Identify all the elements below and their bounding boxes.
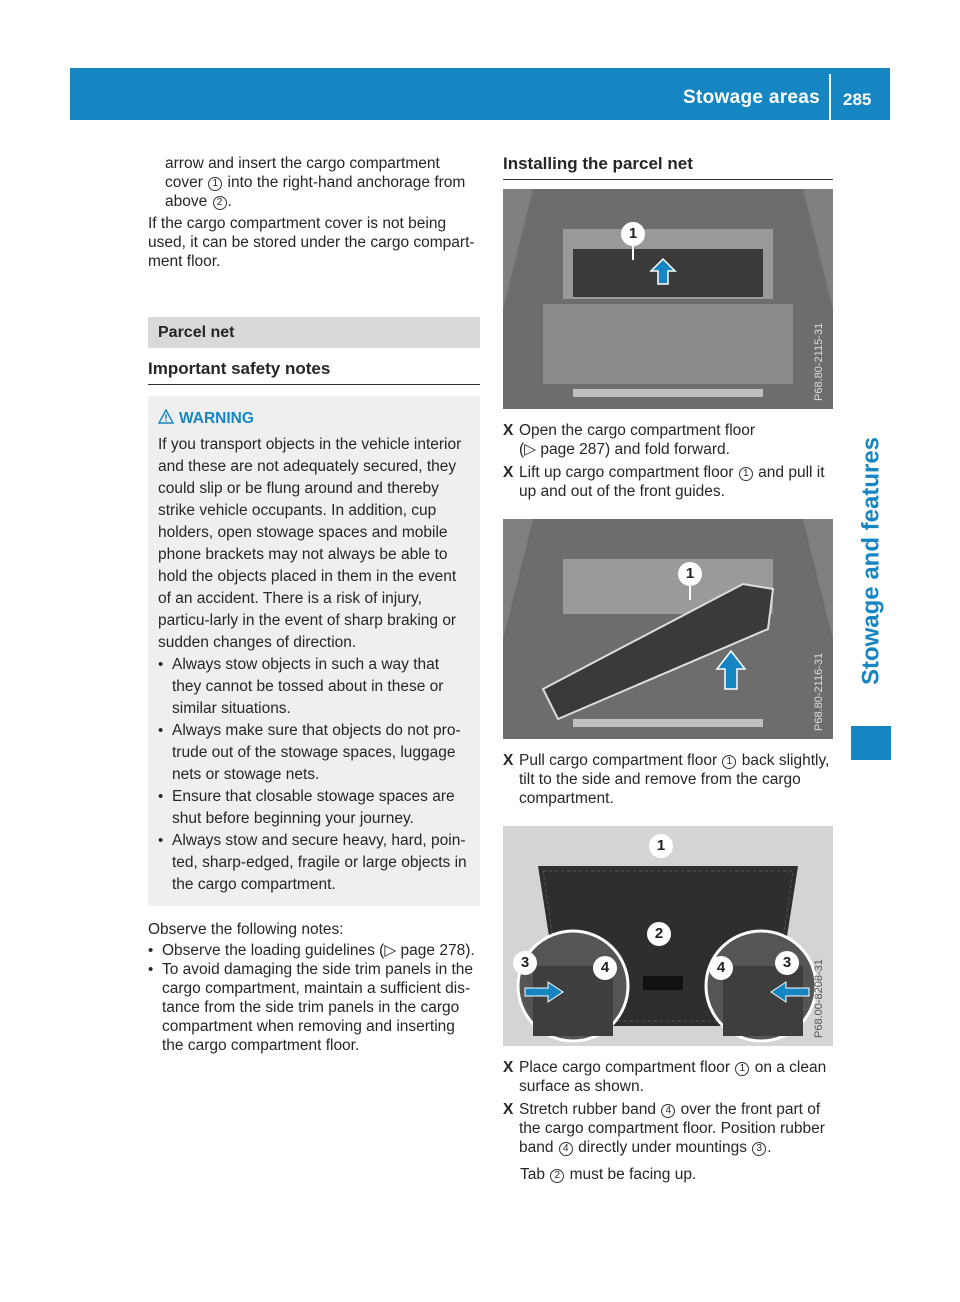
callout-ref: 1 (208, 177, 222, 191)
callout-ref: 4 (559, 1142, 573, 1156)
step-stretch-band (503, 1100, 833, 1157)
chapter-tab-label: Stowage and features (857, 436, 885, 686)
callout-3: 3 (513, 951, 537, 975)
warning-bullet: • Always stow objects in such a way that they cannot be tossed about in these or similar situations. (158, 654, 472, 720)
callout-1: 1 (678, 562, 702, 586)
step-marker-icon: X (503, 1101, 514, 1118)
right-column (503, 154, 833, 1184)
step-remove-floor (503, 751, 833, 808)
section-heading-parcel-net: Parcel net (148, 317, 480, 348)
callout-4: 4 (593, 956, 617, 980)
step-text: back slightly, tilt to the side and remove from the cargo compartment. (519, 752, 830, 807)
step-text: Place cargo compartment floor (519, 1059, 731, 1076)
warning-title (158, 408, 472, 430)
step-open-floor (503, 421, 833, 459)
callout-1: 1 (621, 222, 645, 246)
page-ref-icon: ▷ (384, 942, 397, 959)
figure-cargo-floor-lifted (503, 519, 833, 739)
warning-label: WARNING (179, 410, 254, 427)
installing-heading: Installing the parcel net (503, 154, 833, 180)
page-number: 285 (843, 90, 872, 109)
step-text: Stretch rubber band (519, 1101, 657, 1118)
note-item: • To avoid damaging the side trim panels in the cargo compartment, maintain a sufficient dis-tance from the side trim panels in the cargo compartment when removing and inserting the cargo compartment floor. (148, 960, 480, 1055)
step-text: over the front part of the cargo compartment floor. Position rubber band (519, 1101, 825, 1156)
note-text: Observe the loading guidelines ( (162, 942, 385, 959)
header-separator (829, 74, 831, 120)
figure-code: P68.00-8208-31 (813, 959, 825, 1038)
step-text: on a clean surface as shown. (519, 1059, 827, 1095)
cargo-illustration (503, 519, 833, 739)
warning-bullet: • Always make sure that objects do not pro-trude out of the stowage spaces, luggage nets or stowage nets. (158, 720, 472, 786)
note-item (148, 941, 480, 960)
step-place-floor (503, 1058, 833, 1096)
callout-1: 1 (649, 834, 673, 858)
step-text: Lift up cargo compartment floor (519, 464, 734, 481)
left-column (148, 154, 480, 1055)
intro-line: . (227, 193, 232, 210)
note-text: page 278). (396, 942, 475, 959)
step-marker-icon: X (503, 464, 514, 481)
intro-line: arrow and insert the cargo compartment (165, 155, 440, 172)
intro-line: into the right-hand anchorage from (227, 174, 466, 191)
step-text: Pull cargo compartment floor (519, 752, 718, 769)
intro-text (148, 154, 480, 211)
figure-code: P68.80-2115-31 (813, 322, 825, 401)
callout-3: 3 (775, 951, 799, 975)
warning-triangle-icon (158, 409, 174, 424)
callout-ref: 2 (213, 196, 227, 210)
intro-line: above (165, 193, 208, 210)
chapter-tab (851, 420, 891, 702)
tab-note-text: must be facing up. (569, 1166, 697, 1183)
step-text: . (767, 1139, 772, 1156)
warning-box (148, 396, 480, 906)
figure-cargo-floor-closed (503, 189, 833, 409)
callout-ref: 4 (661, 1104, 675, 1118)
chapter-tab-marker (851, 726, 891, 760)
tab-note (503, 1165, 833, 1184)
callout-ref: 2 (550, 1169, 564, 1183)
callout-ref: 3 (752, 1142, 766, 1156)
callout-ref: 1 (735, 1062, 749, 1076)
step-marker-icon: X (503, 422, 514, 439)
callout-ref: 1 (739, 467, 753, 481)
figure-code: P68.80-2116-31 (813, 652, 825, 731)
step-text: and pull it up and out of the front guides. (519, 464, 825, 500)
step-marker-icon: X (503, 1059, 514, 1076)
warning-bullet: • Ensure that closable stowage spaces are shut before beginning your journey. (158, 786, 472, 830)
figure-rubber-band (503, 826, 833, 1046)
step-text: (▷ page 287) and fold forward. (519, 441, 730, 458)
step-lift-floor (503, 463, 833, 501)
intro-line: cover (165, 174, 203, 191)
cargo-illustration (503, 189, 833, 409)
step-marker-icon: X (503, 752, 514, 769)
callout-ref: 1 (722, 755, 736, 769)
step-text: directly under mountings (578, 1139, 747, 1156)
tab-note-text: Tab (520, 1166, 545, 1183)
step-text: Open the cargo compartment floor (519, 422, 756, 439)
storage-paragraph: If the cargo compartment cover is not being used, it can be stored under the cargo compart-ment floor. (148, 215, 475, 270)
callout-2: 2 (647, 922, 671, 946)
warning-body: If you transport objects in the vehicle interior and these are not adequately secured, they could slip or be flung around and thereby strike vehicle occupants. In addition, cup holders, open stowage spaces and mobile phone brackets may not always be able to hold the objects placed in them in the event of an accident. There is a risk of injury, particu-larly in the event of sharp braking or sudden changes of direction. (158, 436, 462, 651)
safety-notes-heading: Important safety notes (148, 348, 480, 385)
warning-bullet: • Always stow and secure heavy, hard, poin-ted, sharp-edged, fragile or large objects in the cargo compartment. (158, 830, 472, 896)
callout-4: 4 (709, 956, 733, 980)
section-title: Stowage areas (683, 87, 820, 108)
notes-intro: Observe the following notes: (148, 921, 344, 938)
